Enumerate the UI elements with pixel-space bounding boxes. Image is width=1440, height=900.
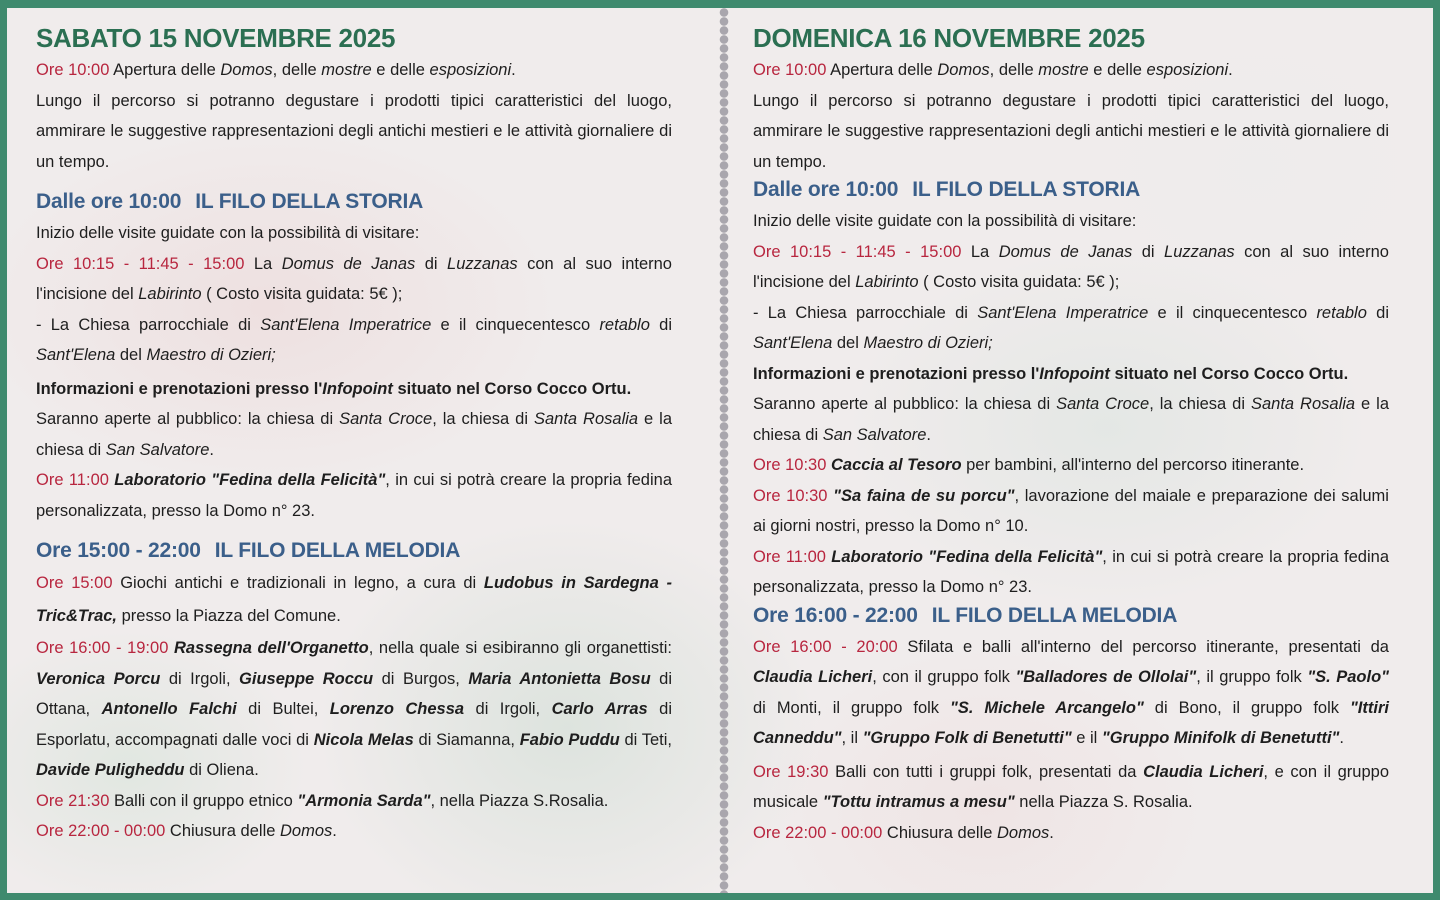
saturday-intro: Lungo il percorso si potranno degustare i prodotti tipici caratteristici del luogo, ammirare le suggestive rappresentazioni degli antichi mestieri e le attività giornaliere di un tempo. bbox=[36, 91, 672, 171]
saturday-column bbox=[36, 8, 672, 847]
sunday-visits-intro: Inizio delle visite guidate con la possibilità di visitare: bbox=[753, 212, 1137, 230]
saturday-giochi-item: Ore 15:00 Giochi antichi e tradizionali in legno, a cura di Ludobus in Sardegna - Tric&Trac, presso la Piazza del Comune. bbox=[36, 574, 672, 625]
sunday-lab-item: Ore 11:00 Laboratorio "Fedina della Felicità", in cui si potrà creare la propria fedina personalizzata, presso la Domo n° 23. bbox=[753, 547, 1389, 596]
sunday-churches-open: Saranno aperte al pubblico: la chiesa di Santa Croce, la chiesa di Santa Rosalia e la chiesa di San Salvatore. bbox=[753, 395, 1390, 444]
saturday-lab-item: Ore 11:00 Laboratorio "Fedina della Felicità", in cui si potrà creare la propria fedina personalizzata, presso la Domo n° 23. bbox=[36, 471, 672, 520]
saturday-closing-item: Ore 22:00 - 00:00 Chiusura delle Domos. bbox=[36, 822, 337, 840]
program-sheet bbox=[7, 8, 1433, 893]
saturday-title: SABATO 15 NOVEMBRE 2025 bbox=[36, 23, 396, 53]
sunday-opening: Ore 10:00 Apertura delle Domos, delle mostre e delle esposizioni. bbox=[753, 61, 1233, 79]
scalloped-divider bbox=[717, 8, 731, 893]
saturday-visits-intro: Inizio delle visite guidate con la possibilità di visitare: bbox=[36, 224, 420, 242]
saturday-chiesa-item: - La Chiesa parrocchiale di Sant'Elena Imperatrice e il cinquecentesco retablo di Sant'Elena del Maestro di Ozieri; bbox=[36, 315, 672, 364]
sunday-chiesa-item: - La Chiesa parrocchiale di Sant'Elena Imperatrice e il cinquecentesco retablo di Sant'Elena del Maestro di Ozieri; bbox=[753, 303, 1389, 352]
saturday-storia-heading: Dalle ore 10:00 IL FILO DELLA STORIA bbox=[36, 190, 424, 213]
sunday-melodia-heading: Ore 16:00 - 22:00 IL FILO DELLA MELODIA bbox=[753, 603, 1178, 627]
sunday-column bbox=[753, 8, 1389, 848]
saturday-rassegna-item: Ore 16:00 - 19:00 Rassegna dell'Organetto, nella quale si esibiranno gli organettisti: Veronica Porcu di Irgoli, Giuseppe Roccu di Burgos, Maria Antonietta Bosu di Ottana, Antonello Falchi di Bultei, Lorenzo Chessa di Irgoli, Carlo Arras di Esporlatu, accompagnati dalle voci di Nicola Melas di Siamanna, Fabio Puddu di Teti, Davide Puligheddu di Oliena. bbox=[36, 639, 672, 779]
sunday-info: Informazioni e prenotazioni presso l'Infopoint situato nel Corso Cocco Ortu. bbox=[753, 364, 1349, 383]
sunday-storia-heading: Dalle ore 10:00 IL FILO DELLA STORIA bbox=[753, 178, 1141, 201]
time-label: Ore 10:00 bbox=[753, 61, 827, 79]
saturday-opening: Ore 10:00 Apertura delle Domos, delle mostre e delle esposizioni. bbox=[36, 61, 516, 79]
sunday-closing-item: Ore 22:00 - 00:00 Chiusura delle Domos. bbox=[753, 823, 1054, 842]
sunday-intro: Lungo il percorso si potranno degustare i prodotti tipici caratteristici del luogo, ammirare le suggestive rappresentazioni degli antichi mestieri e le attività giornaliere di un tempo. bbox=[753, 91, 1389, 171]
saturday-melodia-heading: Ore 15:00 - 22:00 IL FILO DELLA MELODIA bbox=[36, 539, 461, 562]
saturday-domus-item: Ore 10:15 - 11:45 - 15:00 La Domus de Janas di Luzzanas con al suo interno l'incisione del Labirinto ( Costo visita guidata: 5€ ); bbox=[36, 254, 672, 303]
saturday-churches-open: Saranno aperte al pubblico: la chiesa di Santa Croce, la chiesa di Santa Rosalia e la chiesa di San Salvatore. bbox=[36, 410, 673, 459]
sunday-domus-item: Ore 10:15 - 11:45 - 15:00 La Domus de Janas di Luzzanas con al suo interno l'incisione del Labirinto ( Costo visita guidata: 5€ ); bbox=[753, 242, 1389, 291]
sunday-balli-item: Ore 19:30 Balli con tutti i gruppi folk, presentati da Claudia Licheri, e con il gruppo musicale "Tottu intramus a mesu" nella Piazza S. Rosalia. bbox=[753, 762, 1389, 811]
sunday-title: DOMENICA 16 NOVEMBRE 2025 bbox=[753, 23, 1145, 53]
time-label: Ore 10:00 bbox=[36, 61, 110, 79]
sunday-caccia-item: Ore 10:30 Caccia al Tesoro per bambini, all'interno del percorso itinerante. bbox=[753, 456, 1305, 474]
sunday-sfilata-item: Ore 16:00 - 20:00 Sfilata e balli all'interno del percorso itinerante, presentati da Claudia Licheri, con il gruppo folk "Balladores de Ollolai", il gruppo folk "S. Paolo" di Monti, il gruppo folk "S. Michele Arcangelo" di Bono, il gruppo folk "Ittiri Canneddu", il "Gruppo Folk di Benetutti" e il "Gruppo Minifolk di Benetutti". bbox=[753, 637, 1390, 747]
sunday-faina-item: Ore 10:30 "Sa faina de su porcu", lavorazione del maiale e preparazione dei salumi ai giorni nostri, presso la Domo n° 10. bbox=[753, 486, 1389, 535]
saturday-balli-item: Ore 21:30 Balli con il gruppo etnico "Armonia Sarda", nella Piazza S.Rosalia. bbox=[36, 791, 609, 810]
saturday-info: Informazioni e prenotazioni presso l'Infopoint situato nel Corso Cocco Ortu. bbox=[36, 379, 632, 398]
